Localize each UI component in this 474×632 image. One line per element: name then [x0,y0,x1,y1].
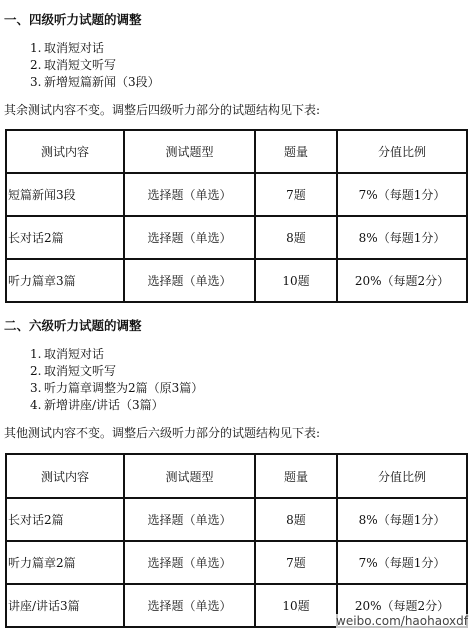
table-row [6,498,467,541]
table-cell: 听力篇章3篇 [6,259,124,302]
table-row [6,259,467,302]
table-cell: 7%（每题1分） [337,541,467,584]
table-cell: 选择题（单选） [124,541,255,584]
table-cell: 听力篇章2篇 [6,541,124,584]
header-cell: 分值比例 [337,454,467,498]
section2-paragraph: 其他测试内容不变。调整后六级听力部分的试题结构见下表: [4,426,321,440]
table-cell: 8题 [255,216,337,259]
table-header-row [6,454,467,498]
table-cell: 7题 [255,173,337,216]
section1-heading: 一、四级听力试题的调整 [4,12,142,27]
header-cell: 题量 [255,454,337,498]
table-cell: 讲座/讲话3篇 [6,584,124,627]
weibo-watermark: weibo.com/haohaoxdf [336,614,468,628]
section1-item-2: 2. 取消短文听写 [30,58,117,72]
table-cell: 8题 [255,498,337,541]
header-cell: 分值比例 [337,130,467,173]
section1-table [5,129,468,303]
table-row [6,173,467,216]
header-cell: 测试内容 [6,130,124,173]
table-cell: 10题 [255,259,337,302]
table-cell: 选择题（单选） [124,216,255,259]
section1-paragraph: 其余测试内容不变。调整后四级听力部分的试题结构见下表: [4,103,321,117]
table-cell: 长对话2篇 [6,216,124,259]
table-cell: 8%（每题1分） [337,216,467,259]
table-cell: 长对话2篇 [6,498,124,541]
header-cell: 测试题型 [124,454,255,498]
table-cell: 20%（每题2分） [337,259,467,302]
table-cell: 短篇新闻3段 [6,173,124,216]
table-cell: 7%（每题1分） [337,173,467,216]
table-cell: 选择题（单选） [124,259,255,302]
section1-item-3: 3. 新增短篇新闻（3段） [30,75,160,89]
table-cell: 8%（每题1分） [337,498,467,541]
table-header-row [6,130,467,173]
header-cell: 题量 [255,130,337,173]
table-cell: 10题 [255,584,337,627]
section2-table [5,453,468,628]
header-cell: 测试内容 [6,454,124,498]
section2-item-4: 4. 新增讲座/讲话（3篇） [30,398,164,412]
section2-item-1: 1. 取消短对话 [30,347,105,361]
section1-item-1: 1. 取消短对话 [30,41,105,55]
section2-heading: 二、六级听力试题的调整 [4,318,142,333]
table-cell: 选择题（单选） [124,498,255,541]
table-cell: 7题 [255,541,337,584]
table-cell: 选择题（单选） [124,584,255,627]
table-cell: 选择题（单选） [124,173,255,216]
table-row [6,216,467,259]
header-cell: 测试题型 [124,130,255,173]
section2-item-3: 3. 听力篇章调整为2篇（原3篇） [30,381,204,395]
section2-item-2: 2. 取消短文听写 [30,364,117,378]
table-cell: 20%（每题2分） [337,584,467,627]
table-row [6,541,467,584]
